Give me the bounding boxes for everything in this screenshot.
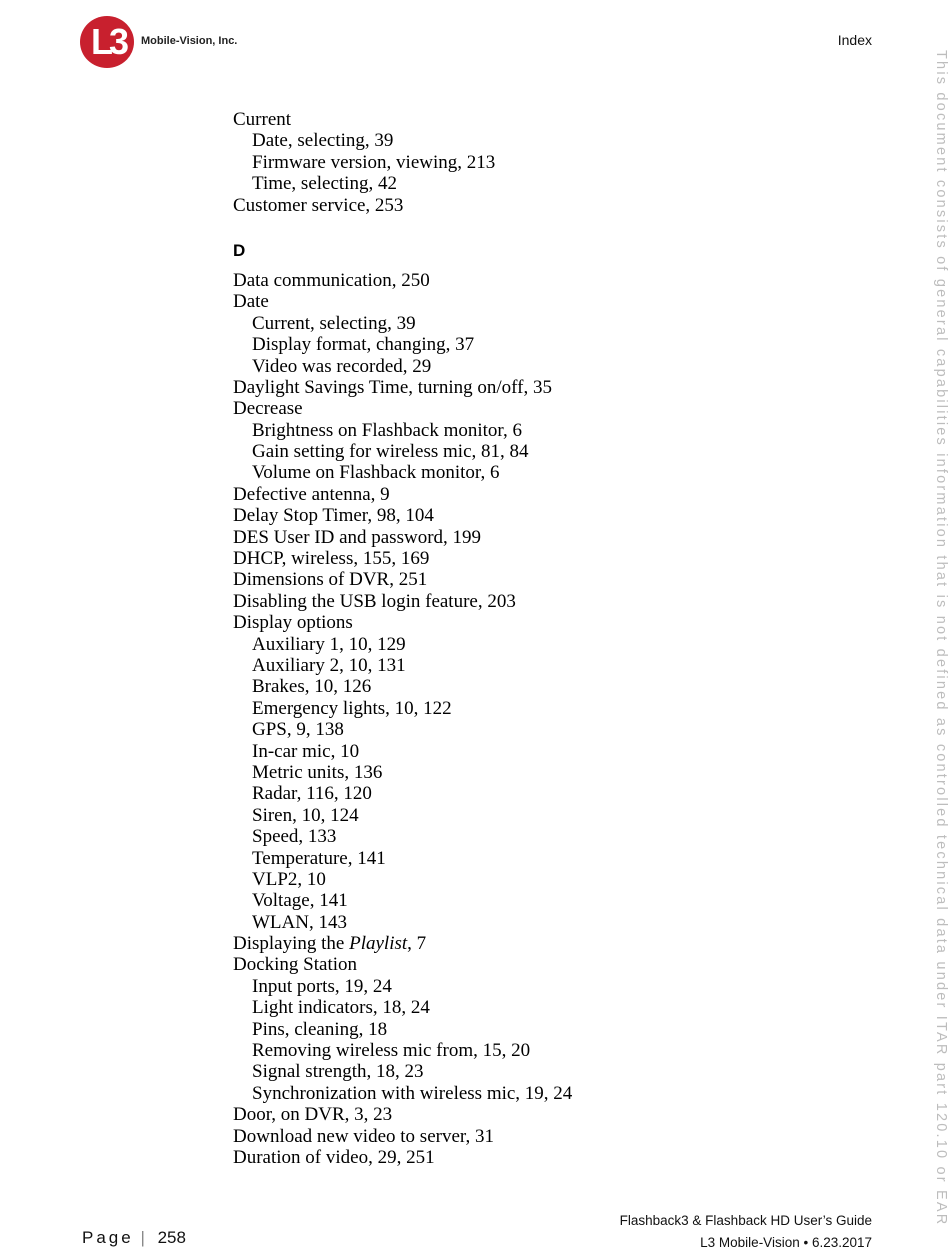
letter-heading-d: D	[233, 240, 246, 260]
index-subentry: Brakes, 10, 126	[252, 676, 372, 698]
index-entry-customer-service: Customer service, 253	[233, 194, 404, 216]
index-entry-current: Current	[233, 109, 292, 130]
index-subentry: Firmware version, viewing, 213	[252, 151, 496, 173]
index-subentry: Temperature, 141	[252, 847, 386, 869]
logo-text: L3	[90, 21, 125, 62]
l3-logo	[80, 16, 136, 68]
index-entry-disabling-usb: Disabling the USB login feature, 203	[233, 590, 516, 612]
index-entry-docking-station: Docking Station	[233, 954, 358, 976]
entry-text: Displaying the	[233, 933, 350, 955]
index-entry-displaying-playlist	[233, 933, 853, 954]
index-entry-download-video: Download new video to server, 31	[233, 1125, 494, 1147]
index-subentry: Auxiliary 1, 10, 129	[252, 633, 406, 655]
index-subentry: Siren, 10, 124	[252, 804, 359, 826]
index-subentry: Brightness on Flashback monitor, 6	[252, 419, 522, 441]
index-subentry: Radar, 116, 120	[252, 783, 372, 805]
page-label: Page	[82, 1228, 134, 1247]
footer-info	[620, 1210, 872, 1254]
index-entry-defective-antenna: Defective antenna, 9	[233, 483, 390, 505]
index-subentry: Light indicators, 18, 24	[252, 997, 430, 1019]
index-subentry: Metric units, 136	[252, 761, 383, 783]
index-subentry: Volume on Flashback monitor, 6	[252, 462, 500, 484]
index-subentry: Input ports, 19, 24	[252, 975, 392, 997]
index-entry-delay-stop-timer: Delay Stop Timer, 98, 104	[233, 505, 434, 527]
index-subentry: Synchronization with wireless mic, 19, 24	[252, 1082, 573, 1104]
index-subentry: Time, selecting, 42	[252, 173, 397, 195]
guide-title: Flashback3 & Flashback HD User’s Guide	[619, 1213, 872, 1228]
playlist-italic: Playlist	[349, 933, 408, 955]
page-number: 258	[157, 1228, 186, 1247]
index-entry-data-communication: Data communication, 250	[233, 269, 430, 291]
index-subentry: GPS, 9, 138	[252, 719, 344, 741]
index-entry-daylight-savings: Daylight Savings Time, turning on/off, 35	[233, 376, 552, 398]
index-subentry: VLP2, 10	[252, 868, 326, 890]
index-entry-duration-video: Duration of video, 29, 251	[233, 1146, 435, 1168]
index-entry-dhcp-wireless: DHCP, wireless, 155, 169	[233, 548, 430, 570]
footer-separator: |	[140, 1228, 145, 1247]
publisher-date: L3 Mobile-Vision • 6.23.2017	[700, 1235, 872, 1250]
index-subentry: Signal strength, 18, 23	[252, 1061, 424, 1083]
index-entry-des-user-id: DES User ID and password, 199	[233, 526, 482, 548]
index-subentry: Voltage, 141	[252, 890, 348, 912]
index-subentry: Speed, 133	[252, 826, 337, 848]
index-subentry: WLAN, 143	[252, 911, 347, 933]
index-subentry: Gain setting for wireless mic, 81, 84	[252, 441, 529, 463]
page-number-footer	[82, 1228, 186, 1248]
index-entry-door-dvr: Door, on DVR, 3, 23	[233, 1104, 393, 1126]
index-subentry: Emergency lights, 10, 122	[252, 697, 452, 719]
company-name: Mobile-Vision, Inc.	[141, 35, 238, 47]
index-subentry: In-car mic, 10	[252, 740, 360, 762]
index-entry-display-options: Display options	[233, 612, 353, 634]
index-subentry: Display format, changing, 37	[252, 334, 475, 356]
index-entry-decrease: Decrease	[233, 398, 303, 420]
index-subentry: Video was recorded, 29	[252, 355, 432, 377]
index-subentry: Pins, cleaning, 18	[252, 1018, 388, 1040]
index-entry-date: Date	[233, 291, 269, 313]
section-title: Index	[837, 32, 872, 48]
index-subentry: Removing wireless mic from, 15, 20	[252, 1040, 531, 1062]
index-entry-dimensions-dvr: Dimensions of DVR, 251	[233, 569, 428, 591]
index-subentry: Current, selecting, 39	[252, 312, 416, 334]
section-gap	[233, 216, 853, 239]
itar-watermark: This document consists of general capabilities information that is not defined as controlled technical data under ITAR part 120.10 or EAR	[933, 50, 949, 1227]
index-list	[233, 109, 853, 1168]
index-subentry: Auxiliary 2, 10, 131	[252, 654, 406, 676]
index-subentry: Date, selecting, 39	[252, 130, 394, 152]
entry-pages: , 7	[407, 933, 427, 955]
